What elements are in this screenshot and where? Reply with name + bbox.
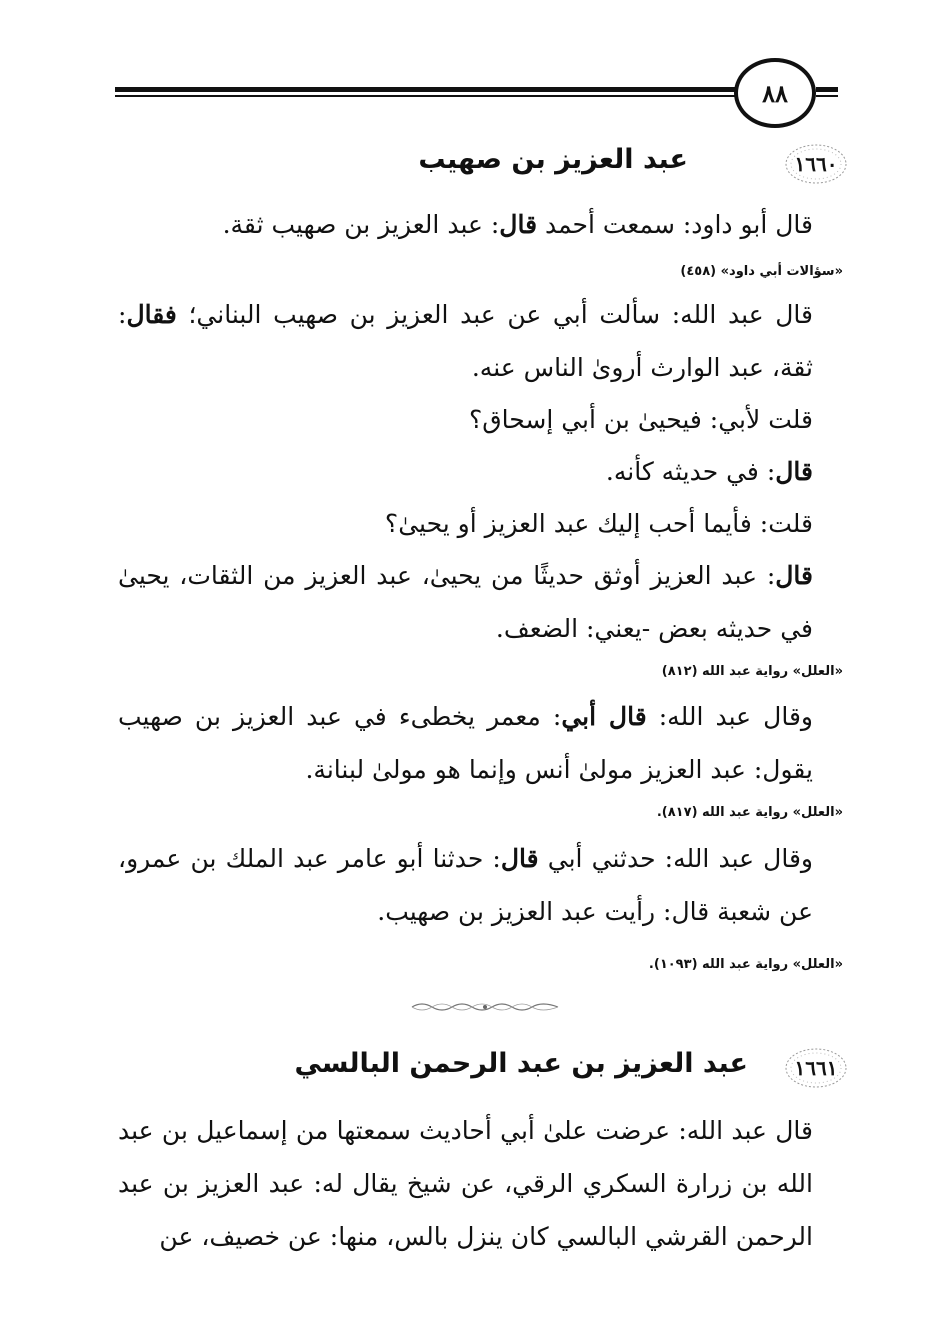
text: قال أبو داود: سمعت أحمد bbox=[537, 210, 813, 239]
text: : معمر يخطىء في عبد العزيز بن صهيب يقول: عبد العزيز مولىٰ أنس وإنما هو مولىٰ لبنانة. bbox=[118, 702, 813, 784]
paragraph bbox=[118, 1104, 843, 1263]
source-citation: «العلل» رواية عبد الله (١٠٩٣). bbox=[648, 957, 843, 972]
entry-number-badge bbox=[784, 142, 848, 186]
paragraph bbox=[118, 445, 843, 498]
rule-line bbox=[816, 95, 838, 97]
text: وقال عبد الله: حدثني أبي bbox=[538, 844, 813, 873]
entry-heading bbox=[120, 142, 848, 190]
keyword: قال bbox=[500, 844, 539, 873]
entry-heading bbox=[120, 1046, 848, 1094]
entry-number: ١٦٦١ bbox=[794, 1056, 838, 1080]
text: : في حديثه كأنه. bbox=[605, 457, 776, 486]
text: قلت لأبي: فيحيىٰ بن أبي إسحاق؟ bbox=[468, 405, 813, 434]
keyword: قال bbox=[775, 457, 813, 486]
paragraph bbox=[118, 288, 843, 394]
text: : عبد العزيز بن صهيب ثقة. bbox=[222, 210, 500, 239]
text: قال عبد الله: عرضت علىٰ أبي أحاديث سمعتها من إسماعيل بن عبد الله بن زرارة السكري الرقي، عن شيخ يقال له: عبد العزيز بن عبد الرحمن القرشي البالسي كان ينزل بالس، منها: عن خصيف، عن bbox=[118, 1116, 813, 1251]
rule-line bbox=[115, 87, 738, 92]
rule-line bbox=[816, 87, 838, 92]
keyword: قال bbox=[499, 210, 538, 239]
keyword: قال أبي bbox=[561, 702, 647, 731]
entry-number-badge bbox=[784, 1046, 848, 1090]
separator-ornament-icon bbox=[410, 1000, 560, 1014]
entry-number: ١٦٦٠ bbox=[794, 152, 838, 176]
text: : عبد العزيز أوثق حديثًا من يحيىٰ، عبد العزيز من الثقات، يحيىٰ في حديثه بعض -يعني: الضعف. bbox=[118, 561, 813, 643]
paragraph bbox=[118, 690, 843, 796]
rule-line bbox=[115, 95, 738, 97]
paragraph bbox=[118, 198, 843, 251]
source-citation: «سؤالات أبي داود» (٤٥٨) bbox=[680, 264, 843, 279]
text: : ثقة، عبد الوارث أروىٰ الناس عنه. bbox=[118, 300, 813, 382]
paragraph bbox=[118, 393, 843, 446]
page-number: ٨٨ bbox=[734, 58, 816, 128]
entry-title: عبد العزيز بن صهيب bbox=[418, 144, 688, 175]
text: : حدثنا أبو عامر عبد الملك بن عمرو، عن شعبة قال: رأيت عبد العزيز بن صهيب. bbox=[118, 844, 813, 926]
keyword: فقال bbox=[126, 300, 177, 329]
paragraph bbox=[118, 832, 843, 938]
keyword: قال bbox=[775, 561, 813, 590]
source-citation: «العلل» رواية عبد الله (٨١٧). bbox=[656, 805, 843, 820]
text: وقال عبد الله: bbox=[646, 702, 813, 731]
entry-title: عبد العزيز بن عبد الرحمن البالسي bbox=[294, 1048, 748, 1079]
header-rule bbox=[115, 70, 838, 120]
paragraph bbox=[118, 497, 843, 550]
paragraph bbox=[118, 549, 843, 655]
text: قلت: فأيما أحب إليك عبد العزيز أو يحيىٰ؟ bbox=[384, 509, 813, 538]
source-citation: «العلل» رواية عبد الله (٨١٢) bbox=[661, 664, 843, 679]
text: قال عبد الله: سألت أبي عن عبد العزيز بن صهيب البناني؛ bbox=[176, 300, 813, 329]
